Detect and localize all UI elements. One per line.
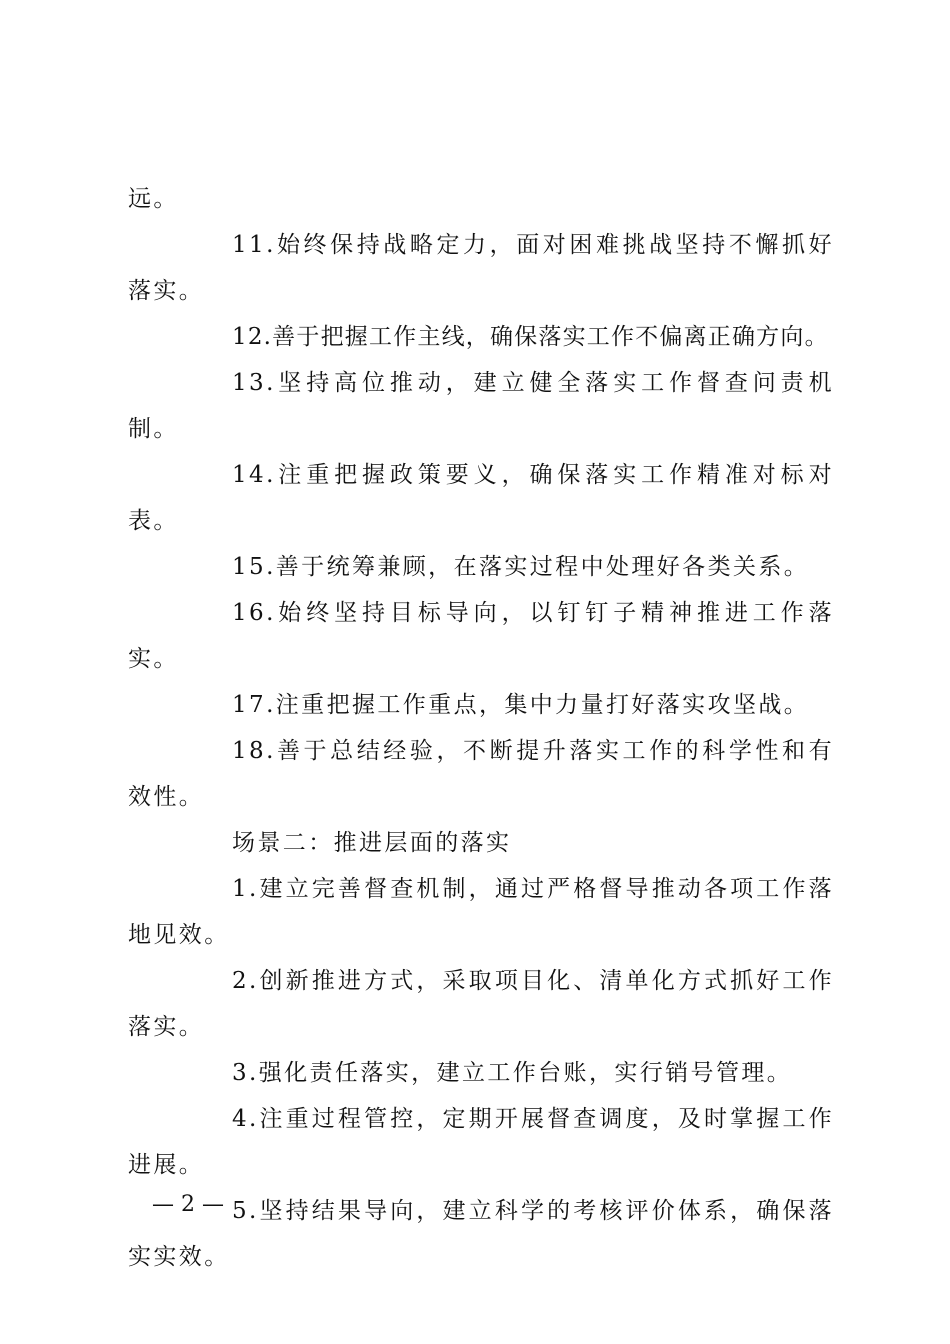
paragraph-item-15: 15.善于统筹兼顾，在落实过程中处理好各类关系。 — [232, 554, 810, 580]
section-heading-scene-two: 场景二：推进层面的落实 — [232, 830, 512, 856]
paragraph-scene2-item-1: 1.建立完善督查机制，通过严格督导推动各项工作落地见效。 — [128, 876, 834, 948]
paragraph-item-14: 14.注重把握政策要义，确保落实工作精准对标对表。 — [128, 462, 834, 534]
paragraph-scene2-item-4: 4.注重过程管控，定期开展督查调度，及时掌握工作进展。 — [128, 1106, 834, 1178]
paragraph-item-16: 16.始终坚持目标导向，以钉钉子精神推进工作落实。 — [128, 600, 834, 672]
paragraph-continuation: 远。 — [128, 186, 179, 212]
paragraph-item-11: 11.始终保持战略定力，面对困难挑战坚持不懈抓好落实。 — [128, 232, 834, 304]
paragraph-scene2-item-3: 3.强化责任落实，建立工作台账，实行销号管理。 — [232, 1060, 793, 1086]
paragraph-item-12: 12.善于把握工作主线，确保落实工作不偏离正确方向。 — [232, 324, 829, 350]
document-body — [128, 176, 834, 1280]
paragraph-scene2-item-2: 2.创新推进方式，采取项目化、清单化方式抓好工作落实。 — [128, 968, 834, 1040]
paragraph-item-18: 18.善于总结经验，不断提升落实工作的科学性和有效性。 — [128, 738, 834, 810]
paragraph-item-17: 17.注重把握工作重点，集中力量打好落实攻坚战。 — [232, 692, 810, 718]
paragraph-item-13: 13.坚持高位推动，建立健全落实工作督查问责机制。 — [128, 370, 834, 442]
paragraph-scene2-item-5: 5.坚持结果导向，建立科学的考核评价体系，确保落实实效。 — [128, 1198, 834, 1270]
page-number: — 2 — — [152, 1192, 224, 1217]
